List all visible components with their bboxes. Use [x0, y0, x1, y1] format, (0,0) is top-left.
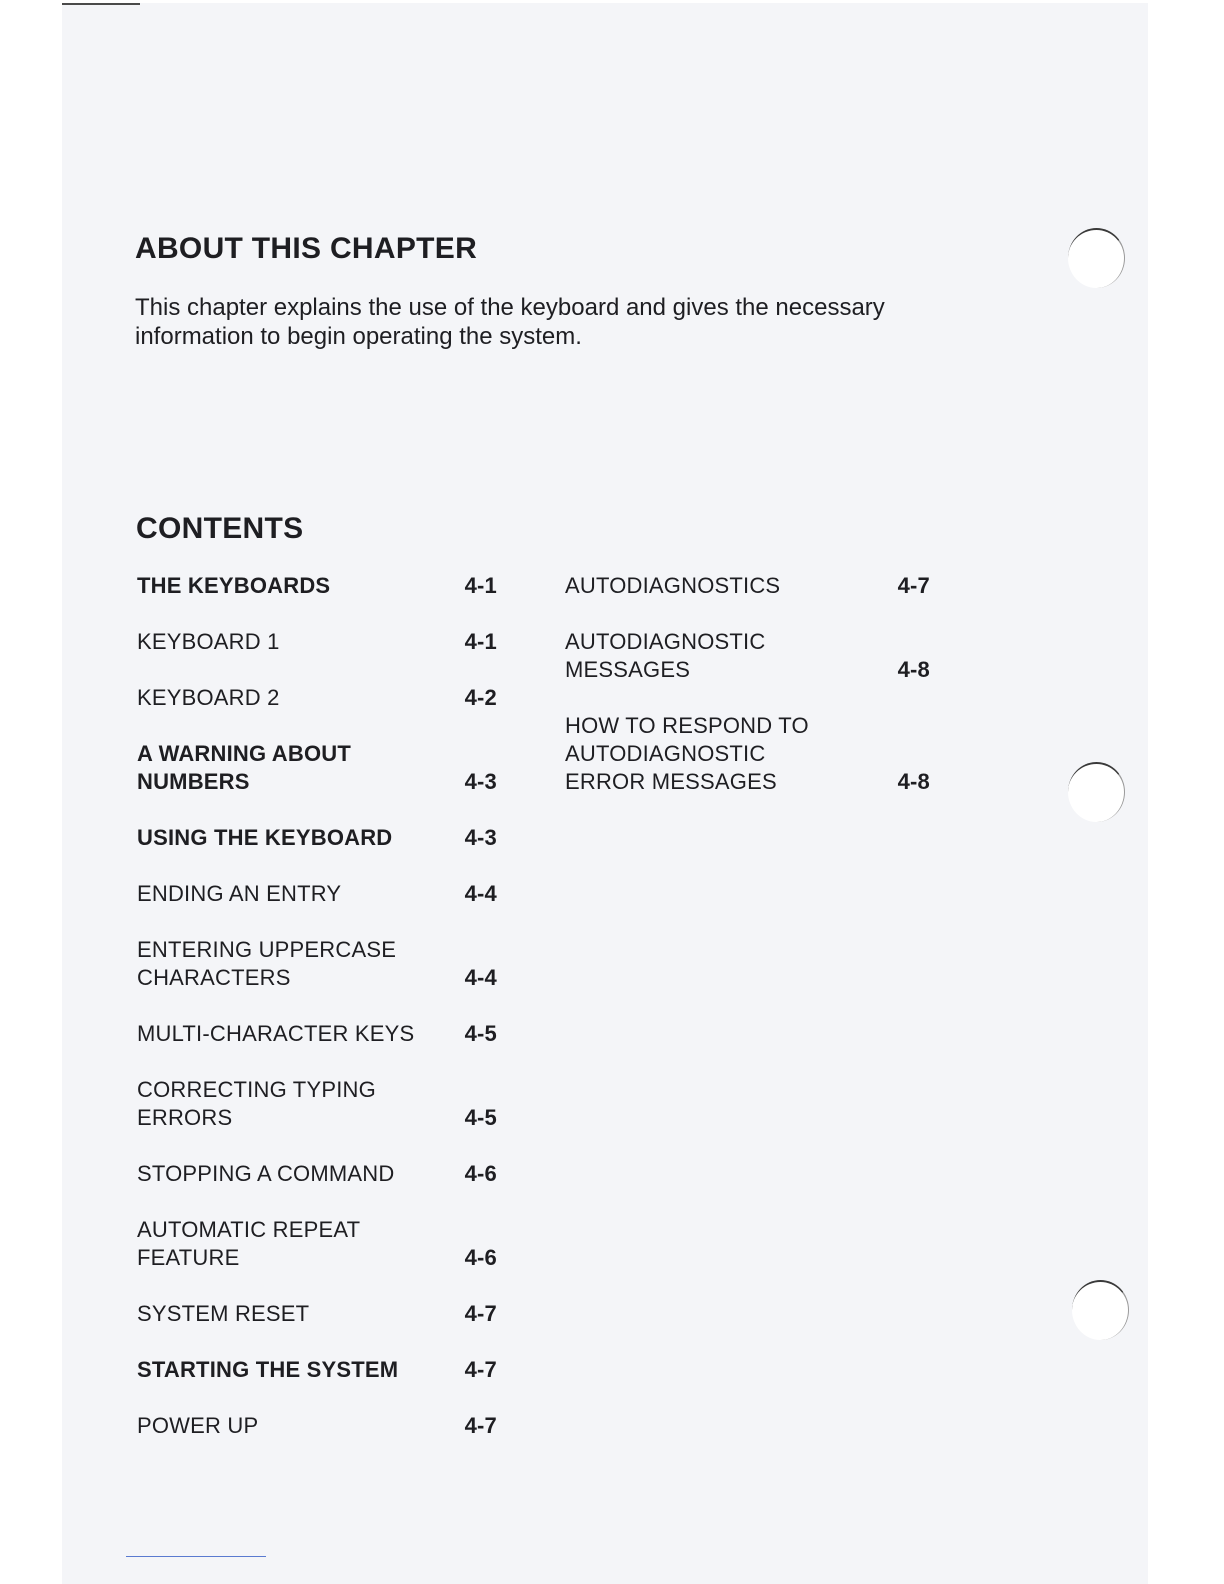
toc-entry-label: HOW TO RESPOND TO AUTODIAGNOSTIC ERROR MESSAGES [565, 713, 809, 794]
toc-entry-page: 4-3 [464, 825, 497, 850]
binder-hole-icon [1072, 1280, 1129, 1340]
toc-entry-page: 4-7 [464, 1357, 497, 1382]
toc-entry[interactable] [137, 1356, 507, 1384]
toc-entry[interactable] [137, 628, 507, 656]
toc-entry[interactable] [137, 1412, 507, 1440]
toc-entry[interactable] [137, 824, 507, 852]
toc-entry[interactable] [137, 936, 507, 992]
toc-right-column [565, 572, 940, 824]
toc-entry-page: 4-7 [464, 1413, 497, 1438]
toc-entry-page: 4-3 [464, 769, 497, 794]
toc-entry-page: 4-8 [897, 657, 930, 682]
binder-hole-icon [1068, 228, 1125, 288]
toc-entry-label: CORRECTING TYPING ERRORS [137, 1077, 376, 1130]
about-text: This chapter explains the use of the keyboard and gives the necessary information to begin operating the system. [135, 294, 885, 350]
toc-entry-label: AUTOMATIC REPEAT FEATURE [137, 1217, 361, 1270]
toc-entry-label: STARTING THE SYSTEM [137, 1357, 399, 1382]
toc-entry-label: AUTODIAGNOSTICS [565, 573, 781, 598]
toc-entry-label: AUTODIAGNOSTIC MESSAGES [565, 629, 766, 682]
toc-entry-page: 4-7 [464, 1301, 497, 1326]
toc-entry[interactable] [137, 684, 507, 712]
toc-entry-page: 4-6 [464, 1161, 497, 1186]
toc-entry-page: 4-4 [464, 881, 497, 906]
toc-entry-page: 4-5 [464, 1021, 497, 1046]
toc-entry[interactable] [137, 880, 507, 908]
toc-entry-label: SYSTEM RESET [137, 1301, 310, 1326]
toc-entry-page: 4-1 [464, 573, 497, 598]
toc-entry-page: 4-7 [897, 573, 930, 598]
toc-entry-label: USING THE KEYBOARD [137, 825, 393, 850]
toc-entry[interactable] [137, 1020, 507, 1048]
toc-entry[interactable] [565, 628, 940, 684]
footer-rule [126, 1556, 266, 1557]
toc-entry-page: 4-5 [464, 1105, 497, 1130]
toc-entry[interactable] [137, 572, 507, 600]
toc-entry-page: 4-4 [464, 965, 497, 990]
toc-entry-label: A WARNING ABOUT NUMBERS [137, 741, 352, 794]
toc-entry-page: 4-2 [464, 685, 497, 710]
toc-entry[interactable] [565, 712, 940, 796]
toc-entry[interactable] [137, 1076, 507, 1132]
toc-entry[interactable] [137, 740, 507, 796]
toc-entry-label: MULTI-CHARACTER KEYS [137, 1021, 415, 1046]
toc-entry-label: POWER UP [137, 1413, 259, 1438]
toc-entry[interactable] [137, 1300, 507, 1328]
toc-left-column [137, 572, 507, 1468]
toc-entry-label: KEYBOARD 1 [137, 629, 280, 654]
about-heading: ABOUT THIS CHAPTER [135, 232, 478, 265]
toc-entry-label: ENDING AN ENTRY [137, 881, 342, 906]
toc-entry-label: ENTERING UPPERCASE CHARACTERS [137, 937, 397, 990]
toc-entry[interactable] [137, 1216, 507, 1272]
top-edge-rule [62, 3, 140, 5]
toc-entry-label: KEYBOARD 2 [137, 685, 280, 710]
toc-entry-page: 4-1 [464, 629, 497, 654]
binder-hole-icon [1068, 762, 1125, 822]
toc-entry[interactable] [137, 1160, 507, 1188]
toc-entry-page: 4-6 [464, 1245, 497, 1270]
toc-entry-page: 4-8 [897, 769, 930, 794]
contents-heading: CONTENTS [136, 512, 304, 545]
toc-entry-label: THE KEYBOARDS [137, 573, 331, 598]
toc-entry[interactable] [565, 572, 940, 600]
toc-entry-label: STOPPING A COMMAND [137, 1161, 395, 1186]
